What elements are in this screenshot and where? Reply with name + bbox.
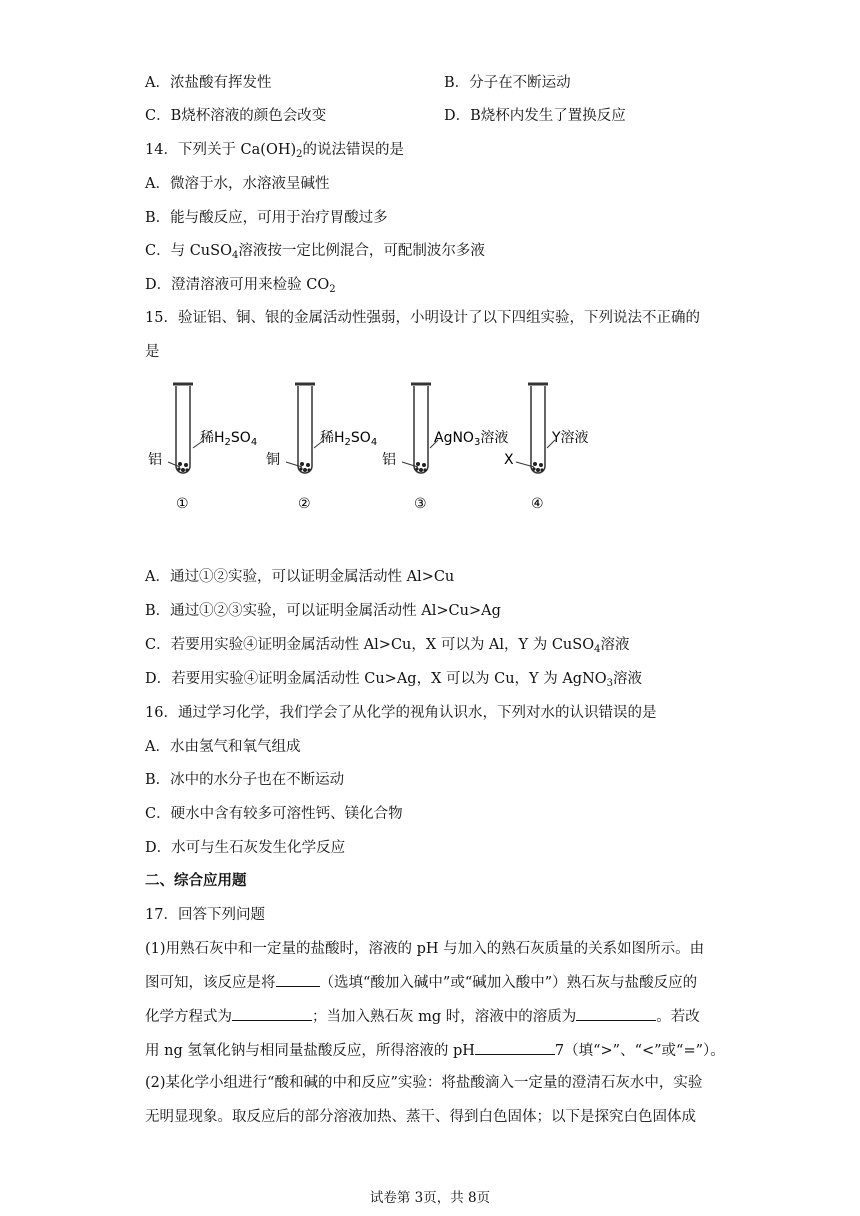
tube4-solution-label: Y溶液 — [552, 430, 589, 446]
test-tube-2 — [266, 384, 377, 512]
test-tube-1 — [148, 384, 257, 512]
tube3-metal-label: 铝 — [382, 452, 396, 468]
q15-option-c: C．若要用实验④证明金属活动性 Al>Cu，X 可以为 Al，Y 为 CuSO$_4$溶液 — [145, 637, 630, 655]
q17-part1-line4: 用 ng 氢氧化钠与相同量盐酸反应，所得溶液的 pH 7（填“>”、“<”或“=”）。 — [145, 1040, 725, 1061]
answer-blank[interactable] — [232, 1006, 312, 1021]
tube2-solution-label: 稀$H_2SO_4$ — [320, 430, 378, 448]
tube2-number: ② — [298, 496, 311, 512]
answer-blank[interactable] — [576, 1006, 656, 1021]
tube3-solution-label: AgNO$_3$溶液 — [434, 430, 509, 448]
page-footer: 试卷第 3页，共 8页 — [369, 1190, 491, 1206]
q15-option-d: D．若要用实验④证明金属活动性 Cu>Ag，X 可以为 Cu，Y 为 AgNO$_3$溶液 — [145, 671, 643, 689]
answer-blank[interactable] — [475, 1040, 555, 1055]
q14-option-c: C．与 CuSO$_4$溶液按一定比例混合，可配制波尔多液 — [145, 243, 485, 261]
q15-option-a: A．通过①②实验，可以证明金属活动性 Al>Cu — [145, 569, 455, 585]
q15-option-b: B．通过①②③实验，可以证明金属活动性 Al>Cu>Ag — [145, 603, 501, 619]
test-tube-3 — [382, 384, 508, 512]
tube1-solution-label: 稀$H_2SO_4$ — [200, 430, 258, 448]
test-tube-4 — [504, 384, 589, 512]
q17-part1-line3: 化学方程式为 ；当加入熟石灰 mg 时，溶液中的溶质为 。若改 — [145, 1006, 700, 1027]
tube1-number: ① — [176, 496, 189, 512]
q14-option-d: D．澄清溶液可用来检验 $CO_2$ — [145, 277, 336, 295]
q14-option-b: B．能与酸反应，可用于治疗胃酸过多 — [145, 210, 388, 226]
q16-option-b: B．冰中的水分子也在不断运动 — [145, 772, 345, 788]
q13-option-c: C．B烧杯溶液的颜色会改变 — [145, 108, 327, 124]
q14-option-a: A．微溶于水，水溶液呈碱性 — [145, 176, 330, 192]
q15-stem-line1: 15．验证铝、铜、银的金属活动性强弱，小明设计了以下四组实验，下列说法不正确的 — [145, 310, 700, 326]
tube1-metal-label: 铝 — [148, 452, 162, 468]
q13-option-b: B．分子在不断运动 — [444, 75, 571, 91]
q13-option-a: A．浓盐酸有挥发性 — [145, 75, 272, 91]
tube2-metal-label: 铜 — [266, 452, 280, 468]
tube3-number: ③ — [414, 496, 427, 512]
q13-option-d: D．B烧杯内发生了置换反应 — [444, 108, 626, 124]
q14-stem: 14．下列关于 $Ca(OH)_2$的说法错误的是 — [145, 142, 405, 160]
test-tube-figure — [140, 380, 610, 520]
tube4-metal-label: X — [504, 452, 514, 468]
q17-part2-line1: (2)某化学小组进行“酸和碱的中和反应”实验：将盐酸滴入一定量的澄清石灰水中，实验 — [145, 1075, 703, 1091]
tube4-number: ④ — [531, 496, 544, 512]
q16-option-a: A．水由氢气和氧气组成 — [145, 739, 301, 755]
q17-part2-line2: 无明显现象。取反应后的部分溶液加热、蒸干、得到白色固体；以下是探究白色固体成 — [145, 1109, 696, 1125]
q16-option-c: C．硬水中含有较多可溶性钙、镁化合物 — [145, 806, 403, 822]
q17-stem: 17．回答下列问题 — [145, 907, 265, 923]
q16-stem: 16．通过学习化学，我们学会了从化学的视角认识水，下列对水的认识错误的是 — [145, 705, 657, 721]
q17-part1-line2: 图可知，该反应是将 （选填“酸加入碱中”或“碱加入酸中”）熟石灰与盐酸反应的 — [145, 972, 697, 993]
section-heading: 二、综合应用题 — [145, 872, 247, 889]
q16-option-d: D．水可与生石灰发生化学反应 — [145, 840, 346, 856]
q15-stem-line2: 是 — [145, 344, 160, 360]
answer-blank[interactable] — [276, 972, 320, 987]
q17-part1-line1: (1)用熟石灰中和一定量的盐酸时，溶液的 pH 与加入的熟石灰质量的关系如图所示。由 — [145, 941, 705, 957]
